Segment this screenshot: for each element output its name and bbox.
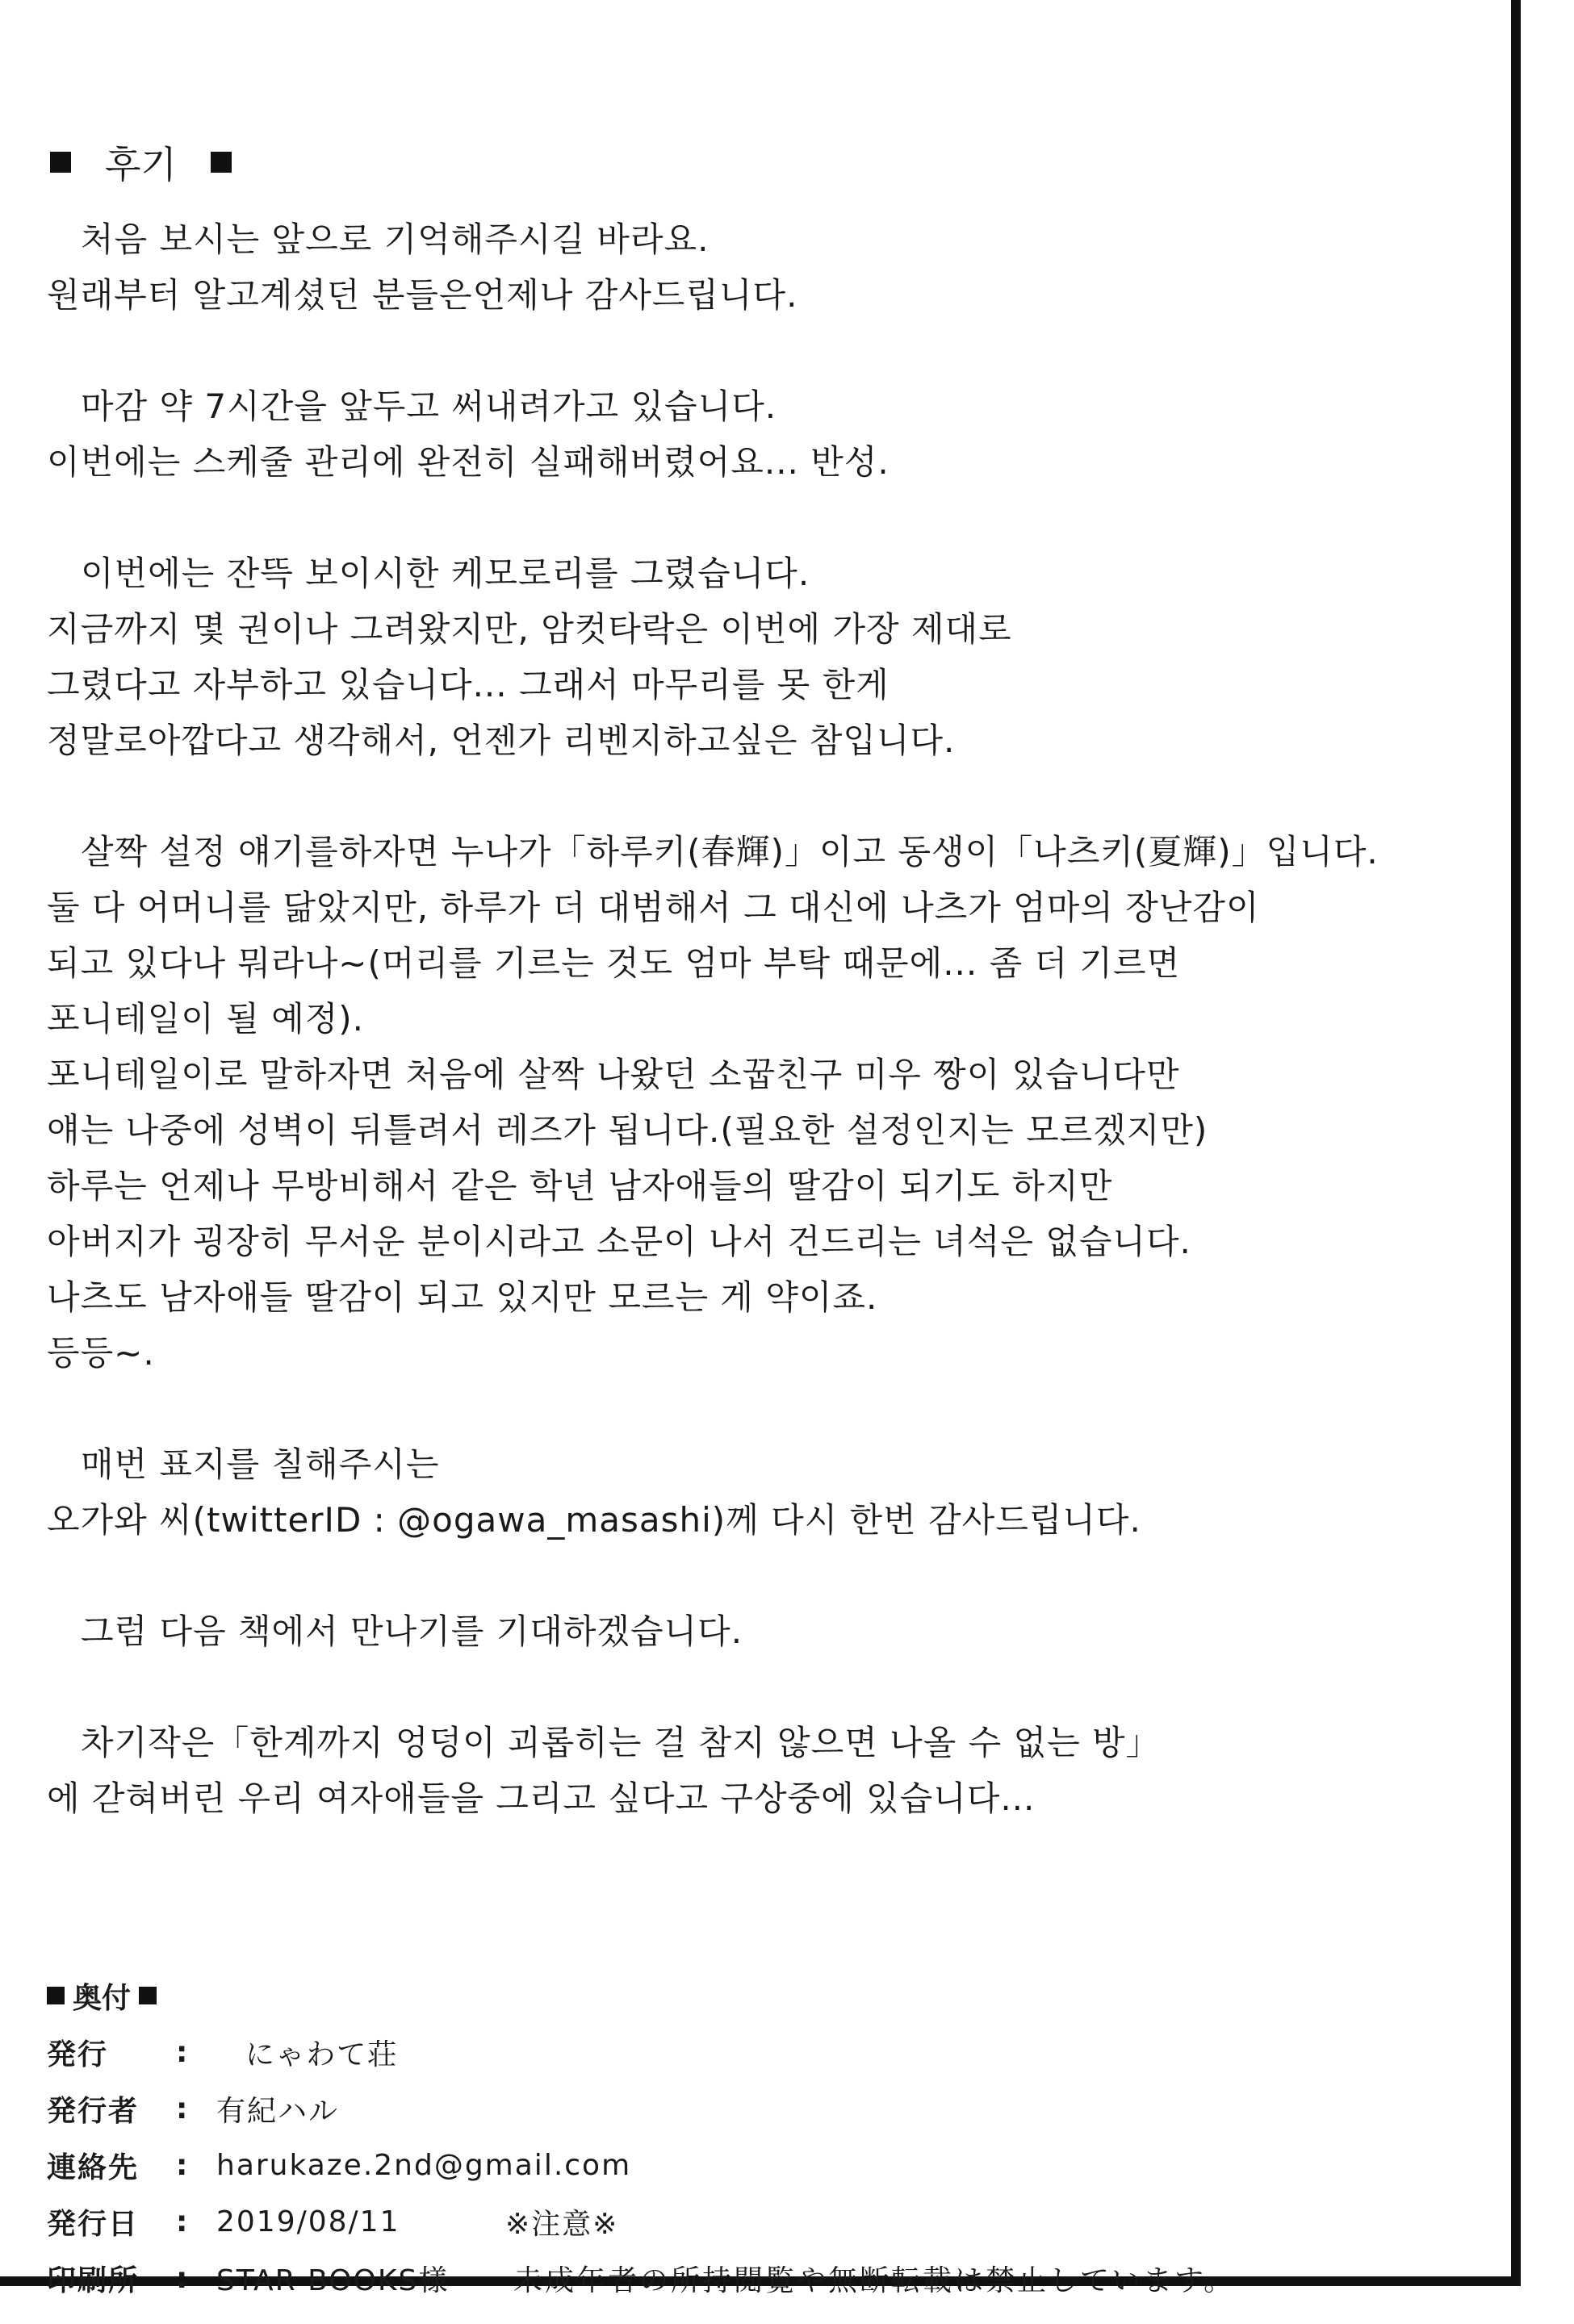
colophon-key: 印刷所 <box>47 2263 140 2297</box>
text-line: 포니테일이 될 예정). <box>47 999 365 1039</box>
colophon-row-printer <box>47 2250 1492 2306</box>
text-line: 지금까지 몇 권이나 그려왔지만, 암컷타락은 이번에 가장 제대로 <box>47 609 1012 649</box>
text-line: 그럼 다음 책에서 만나기를 기대하겠습니다. <box>81 1611 743 1651</box>
colophon-value: 有紀ハル <box>216 2094 340 2128</box>
text-line: 에 갇혀버린 우리 여자애들을 그리고 싶다고 구상중에 있습니다... <box>47 1779 1036 1818</box>
text-line: 원래부터 알고계셨던 분들은언제나 감사드립니다. <box>47 275 798 315</box>
text-line: 되고 있다나 뭐라나~(머리를 기르는 것도 엄마 부탁 때문에... 좀 더 기르면 <box>47 943 1181 983</box>
square-bullet-icon <box>211 152 232 173</box>
paragraph-gap <box>47 768 1451 824</box>
colophon-value: 2019/08/11 <box>216 2205 400 2238</box>
colophon-email: harukaze.2nd@gmail.com <box>216 2148 632 2182</box>
square-bullet-icon <box>139 1987 157 2004</box>
afterword-body <box>47 211 1451 1826</box>
square-bullet-icon <box>47 1987 65 2004</box>
colon-separator: : <box>176 2261 188 2295</box>
text-line: 아버지가 굉장히 무서운 분이시라고 소문이 나서 건드리는 녀석은 없습니다. <box>47 1222 1191 1261</box>
colophon-key: 連絡先 <box>47 2151 140 2184</box>
paragraph-gap <box>47 490 1451 545</box>
text-line: 정말로아깝다고 생각해서, 언젠가 리벤지하고싶은 참입니다. <box>47 721 956 760</box>
colophon-title-text: 奥付 <box>73 1981 132 2015</box>
heading-text: 후기 <box>105 143 177 186</box>
colophon-key: 発行 <box>47 2038 109 2071</box>
colophon-value: にゃわて荘 <box>245 2038 399 2071</box>
colophon-value: STAR BOOKS様 <box>216 2263 450 2297</box>
notice-text: 未成年者の所持閲覧や無断転載は禁止しています。 <box>513 2263 1236 2297</box>
text-line: 차기작은「한계까지 엉덩이 괴롭히는 걸 참지 않으면 나올 수 없는 방」 <box>81 1723 1161 1762</box>
text-line: 등등~. <box>47 1333 155 1373</box>
paragraph-gap <box>47 1659 1451 1715</box>
colophon-row-publisher <box>47 2024 1492 2080</box>
colophon-title <box>47 1967 1492 2024</box>
afterword-heading <box>50 136 232 189</box>
paragraph-gap <box>47 323 1451 378</box>
colophon-key: 発行者 <box>47 2094 140 2128</box>
text-line: 나츠도 남자애들 딸감이 되고 있지만 모르는 게 약이죠. <box>47 1277 878 1317</box>
colophon-key: 発行日 <box>47 2207 140 2241</box>
notice-title: ※注意※ <box>505 2207 619 2241</box>
text-line: 살짝 설정 얘기를하자면 누나가「하루키(春輝)」이고 동생이「나츠키(夏輝)」입니다. <box>81 832 1379 872</box>
colon-separator: : <box>176 2035 188 2069</box>
colon-separator: : <box>176 2092 188 2125</box>
square-bullet-icon <box>50 152 71 173</box>
text-line: 매번 표지를 칠해주시는 <box>81 1444 440 1484</box>
text-line: 이번에는 스케줄 관리에 완전히 실패해버렸어요... 반성. <box>47 442 890 482</box>
colophon-row-author <box>47 2080 1492 2137</box>
text-line: 이번에는 잔뜩 보이시한 케모로리를 그렸습니다. <box>81 554 810 593</box>
paragraph-gap <box>47 1381 1451 1436</box>
colon-separator: : <box>176 2148 188 2182</box>
text-line: 포니테일이로 말하자면 처음에 살짝 나왔던 소꿉친구 미우 짱이 있습니다만 <box>47 1055 1180 1094</box>
colophon-row-contact <box>47 2137 1492 2193</box>
paragraph-gap <box>47 1548 1451 1603</box>
text-line: 둘 다 어머니를 닮았지만, 하루가 더 대범해서 그 대신에 나츠가 엄마의 장난감이 <box>47 888 1260 927</box>
colophon-row-date <box>47 2193 1492 2250</box>
text-line: 하루는 언제나 무방비해서 같은 학년 남자애들의 딸감이 되기도 하지만 <box>47 1166 1113 1206</box>
text-line: 마감 약 7시간을 앞두고 써내려가고 있습니다. <box>81 387 777 426</box>
text-line: 그렸다고 자부하고 있습니다... 그래서 마무리를 못 한게 <box>47 665 890 704</box>
text-line: 오가와 씨(twitterID : @ogawa_masashi)께 다시 한번 감사드립니다. <box>47 1500 1141 1540</box>
colophon <box>47 1967 1492 2306</box>
text-line: 처음 보시는 앞으로 기억해주시길 바라요. <box>81 219 710 259</box>
colon-separator: : <box>176 2205 188 2238</box>
text-line: 얘는 나중에 성벽이 뒤틀려서 레즈가 됩니다.(필요한 설정인지는 모르겠지만) <box>47 1110 1208 1150</box>
